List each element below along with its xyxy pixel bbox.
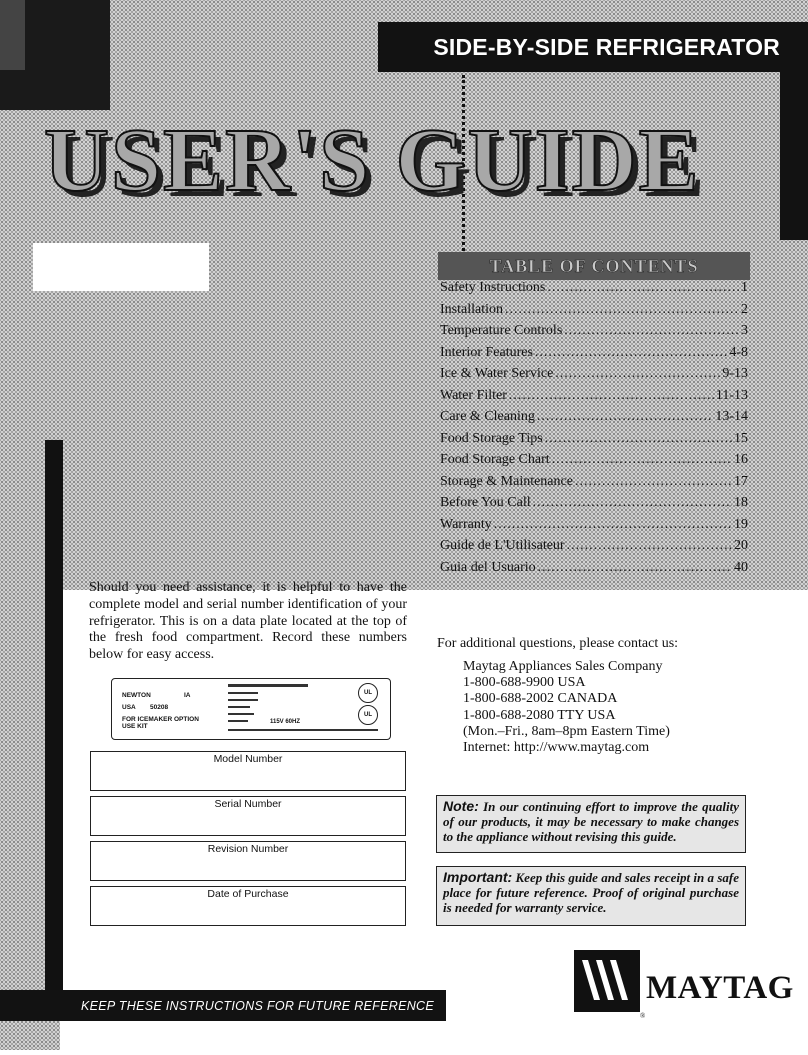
toc-item-page: 16 xyxy=(734,452,748,467)
table-of-contents xyxy=(438,252,750,581)
toc-item-page: 9-13 xyxy=(722,366,748,381)
toc-item-page: 20 xyxy=(734,538,748,553)
toc-leader xyxy=(552,452,732,468)
toc-item-title: Food Storage Tips xyxy=(440,430,543,446)
serial-number-label: Serial Number xyxy=(214,798,282,810)
toc-item[interactable] xyxy=(438,323,750,345)
toc-item-page: 2 xyxy=(741,301,748,317)
toc-leader xyxy=(494,517,732,533)
maytag-wordmark: MAYTAG xyxy=(646,970,794,1006)
toc-item-page: 15 xyxy=(734,430,748,446)
contact-phone-canada[interactable]: 1-800-688-2002 CANADA xyxy=(463,691,618,707)
toc-item[interactable] xyxy=(438,388,750,410)
toc-item[interactable] xyxy=(438,345,750,367)
toc-item-title: Warranty xyxy=(440,516,492,532)
toc-item-title: Ice & Water Service xyxy=(440,366,554,381)
toc-leader xyxy=(533,495,732,511)
toc-item[interactable] xyxy=(438,409,750,431)
toc-item-title: Safety Instructions xyxy=(440,280,546,295)
toc-leader xyxy=(509,388,714,404)
toc-item[interactable] xyxy=(438,474,750,496)
blank-label-area xyxy=(33,243,209,291)
toc-item-title: Storage & Maintenance xyxy=(440,473,573,489)
date-of-purchase-box[interactable] xyxy=(90,886,406,926)
plate-fineprint xyxy=(228,729,378,731)
model-number-label: Model Number xyxy=(213,753,283,765)
toc-item[interactable] xyxy=(438,452,750,474)
contact-phone-tty[interactable]: 1-800-688-2080 TTY USA xyxy=(463,707,616,723)
toc-item-page: 3 xyxy=(741,323,748,338)
plate-fineprint xyxy=(228,706,250,708)
contact-details xyxy=(463,659,670,756)
ul-listing-mark: UL xyxy=(358,683,378,703)
plate-fineprint xyxy=(228,699,258,701)
contact-intro: For additional questions, please contact us: xyxy=(437,636,679,651)
toc-item-title: Care & Cleaning xyxy=(440,409,535,424)
serial-number-box[interactable] xyxy=(90,796,406,836)
registered-mark: ® xyxy=(640,1012,646,1020)
toc-item[interactable] xyxy=(438,431,750,453)
contact-hours: (Mon.–Fri., 8am–8pm Eastern Time) xyxy=(463,723,670,739)
toc-item-title: Water Filter xyxy=(440,387,507,403)
toc-item-page: 17 xyxy=(734,473,748,489)
assistance-paragraph: Should you need assistance, it is helpful to have the complete model and serial number identification of your refrigerator. This is on a data plate located at the top of the fresh food compartment. Record these numbers below for easy access. xyxy=(89,580,407,663)
model-number-box[interactable] xyxy=(90,751,406,791)
ul-canada-mark: UL xyxy=(358,705,378,725)
toc-item-title: Guide de L'Utilisateur xyxy=(440,538,565,553)
plate-city: NEWTON xyxy=(122,692,151,699)
note-box xyxy=(436,795,746,853)
toc-item-page: 1 xyxy=(741,280,748,295)
contact-phone-usa[interactable]: 1-800-688-9900 USA xyxy=(463,675,586,691)
corner-block-inner xyxy=(0,0,25,70)
toc-list xyxy=(438,280,750,581)
toc-item-page: 13-14 xyxy=(715,409,748,424)
plate-kit-line1: FOR ICEMAKER OPTION xyxy=(122,716,199,723)
plate-voltage: 115V 60HZ xyxy=(270,719,301,725)
toc-item-title: Temperature Controls xyxy=(440,323,563,338)
toc-item-page: 4-8 xyxy=(729,344,748,360)
toc-item[interactable] xyxy=(438,366,750,388)
product-header xyxy=(378,22,808,72)
footer-text: KEEP THESE INSTRUCTIONS FOR FUTURE REFERENCE xyxy=(80,998,434,1013)
contact-website-link[interactable]: Internet: http://www.maytag.com xyxy=(463,740,650,756)
toc-item-page: 40 xyxy=(734,559,748,575)
toc-leader xyxy=(537,409,713,425)
plate-kit-line2: USE KIT xyxy=(122,723,148,730)
revision-number-box[interactable] xyxy=(90,841,406,881)
plate-fineprint xyxy=(228,720,248,722)
date-of-purchase-label: Date of Purchase xyxy=(207,888,289,900)
toc-item[interactable] xyxy=(438,517,750,539)
corner-block xyxy=(0,0,110,110)
toc-item-title: Before You Call xyxy=(440,495,531,510)
toc-item-page: 19 xyxy=(734,516,748,532)
toc-item[interactable] xyxy=(438,302,750,324)
toc-item-title: Guia del Usuario xyxy=(440,559,536,575)
contact-company: Maytag Appliances Sales Company xyxy=(463,659,663,674)
maytag-m-icon xyxy=(574,950,640,1012)
note-label: Note: xyxy=(443,798,479,814)
revision-number-label: Revision Number xyxy=(207,843,289,855)
left-black-bar xyxy=(45,440,63,1020)
plate-state: IA xyxy=(184,692,191,699)
toc-item-page: 18 xyxy=(734,495,748,510)
toc-leader xyxy=(575,474,732,490)
important-box xyxy=(436,866,746,926)
toc-leader xyxy=(564,323,739,339)
toc-item-title: Interior Features xyxy=(440,344,533,360)
plate-fineprint xyxy=(228,684,308,687)
important-label: Important: xyxy=(443,869,513,885)
plate-fineprint xyxy=(228,713,254,715)
toc-leader xyxy=(505,302,739,318)
toc-item[interactable] xyxy=(438,538,750,560)
data-plate-illustration xyxy=(111,678,391,740)
toc-leader xyxy=(555,366,720,382)
footer-banner xyxy=(0,990,446,1021)
toc-heading: TABLE OF CONTENTS xyxy=(438,252,750,280)
toc-item-page: 11-13 xyxy=(715,387,748,403)
plate-fineprint xyxy=(228,692,258,694)
toc-item[interactable] xyxy=(438,280,750,302)
guide-title: USER'S GUIDE xyxy=(44,111,701,210)
toc-leader xyxy=(545,431,732,447)
toc-leader xyxy=(567,538,732,554)
toc-leader xyxy=(535,345,727,361)
toc-item[interactable] xyxy=(438,560,750,582)
plate-zip: 50208 xyxy=(150,704,169,711)
toc-item-title: Food Storage Chart xyxy=(440,452,550,467)
toc-item[interactable] xyxy=(438,495,750,517)
important-text: Keep this guide and sales receipt in a safe place for future reference. Proof of original purchase is needed for warranty service. xyxy=(443,870,739,915)
product-name: SIDE-BY-SIDE REFRIGERATOR xyxy=(433,33,780,60)
toc-leader xyxy=(547,280,739,296)
plate-country: USA xyxy=(122,704,136,711)
toc-leader xyxy=(538,560,732,576)
note-text: In our continuing effort to improve the quality of our products, it may be necessary to make changes to the appliance without revising this guide. xyxy=(443,799,739,844)
toc-item-title: Installation xyxy=(440,301,503,317)
